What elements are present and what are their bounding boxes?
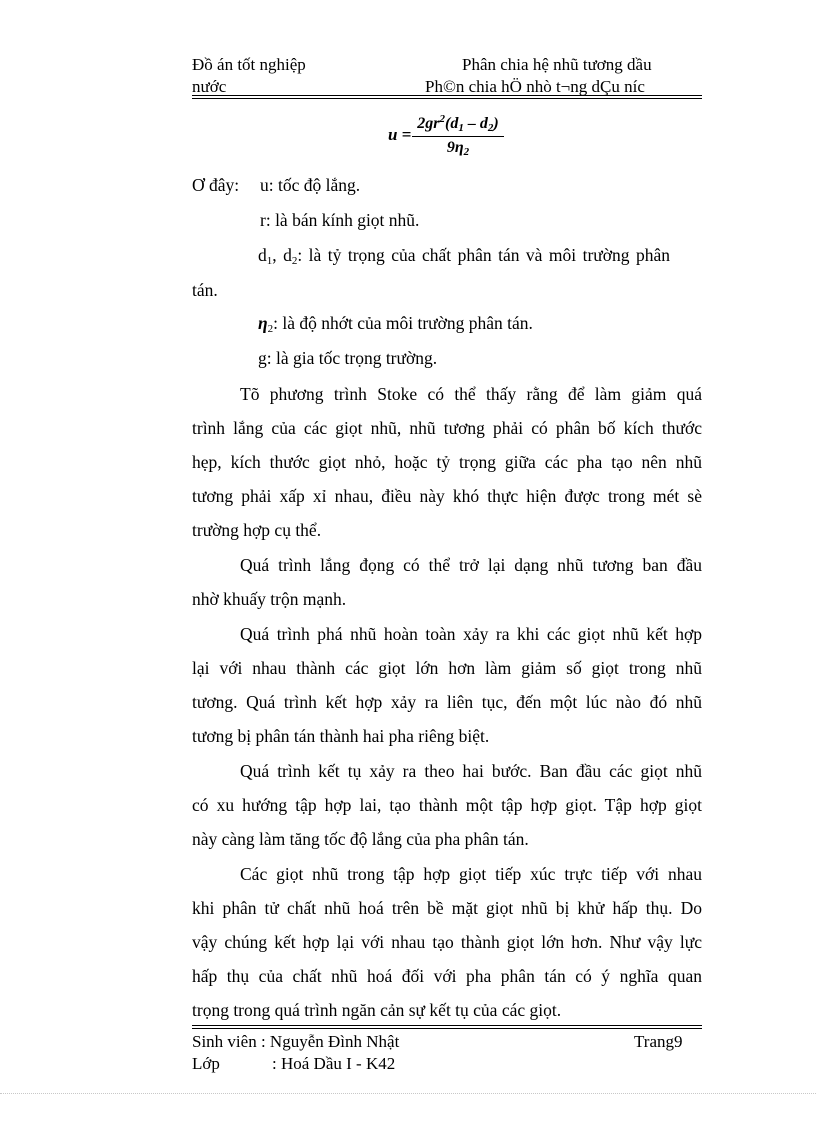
- stokes-formula: [412, 114, 504, 159]
- paragraph-line: lại với nhau thành các giọt lớn hơn làm giảm số giọt trong nhũ: [192, 658, 702, 678]
- paragraph-line: Các giọt nhũ trong tập hợp giọt tiếp xúc trực tiếp với nhau: [240, 864, 702, 884]
- header-doc-title-cont: nước: [192, 77, 227, 96]
- formula-denominator: $9\eta_2$: [446, 139, 470, 158]
- footer-page-number: Trang9: [634, 1032, 683, 1051]
- eta-symbol: η: [258, 313, 268, 333]
- paragraph-line: hẹp, kích thước giọt nhỏ, hoặc tỷ trọng giữa các pha tạo nên nhũ: [192, 452, 702, 472]
- header-rule-2: [192, 98, 702, 99]
- paragraph-line: khi phân tử chất nhũ hoá trên bề mặt giọt nhũ bị khử hấp thụ. Do: [192, 898, 702, 918]
- paragraph-line: tương. Quá trình kết hợp xảy ra liên tục, đến một lúc nào đó nhũ: [192, 692, 702, 712]
- paragraph-line: trọng trong quá trình ngăn cản sự kết tụ của các giọt.: [192, 1000, 562, 1020]
- header-doc-title: Đồ án tốt nghiệp: [192, 55, 306, 74]
- paragraph-line: tương bị phân tán thành hai pha riêng biệt.: [192, 726, 490, 746]
- footer-student: Sinh viên : Nguyễn Đình Nhật: [192, 1032, 400, 1051]
- footer-class-label: Lớp: [192, 1054, 220, 1073]
- paragraph-line: trình lắng của các giọt nhũ, nhũ tương phải có phân bố kích thước: [192, 418, 702, 438]
- paragraph-line: nhờ khuấy trộn mạnh.: [192, 589, 347, 609]
- paragraph-line: Quá trình phá nhũ hoàn toàn xảy ra khi các giọt nhũ kết hợp: [240, 624, 702, 644]
- paragraph-line: vậy chúng kết hợp lại với nhau tạo thành giọt lớn hơn. Như vậy lực: [192, 932, 702, 952]
- paragraph-line: Tõ phương trình Stoke có thể thấy rằng để làm giảm quá: [240, 384, 702, 404]
- paragraph-line: có xu hướng tập hợp lai, tạo thành một tập hợp giọt. Tập hợp giọt: [192, 795, 702, 815]
- definitions-lead: Ơ đây:: [192, 175, 240, 195]
- definition-g: g: là gia tốc trọng trường.: [258, 348, 438, 368]
- definition-d: $d_1$, $d_2$: là tỷ trọng của chất phân tán và môi trường phân: [258, 245, 671, 267]
- formula-numerator: $2gr^2(d_1 - d_2)$: [412, 114, 504, 137]
- definition-eta: $\eta_2$: là độ nhớt của môi trường phân tán.: [258, 313, 533, 335]
- footer-class-value: : Hoá Dầu I - K42: [272, 1054, 396, 1073]
- paragraph-line: Quá trình kết tụ xảy ra theo hai bước. Ban đầu các giọt nhũ: [240, 761, 702, 781]
- header-topic-legacy: Ph©n chia hÖ nhò t¬ng dÇu níc: [425, 77, 645, 96]
- header-rule: [192, 95, 702, 96]
- page-break-line: [0, 1093, 816, 1094]
- paragraph-line: hấp thụ của chất nhũ hoá đối với pha phân tán có ý nghĩa quan: [192, 966, 702, 986]
- definition-d-cont: tán.: [192, 280, 218, 300]
- formula-lhs: u =: [388, 125, 412, 144]
- paragraph-line: trường hợp cụ thể.: [192, 520, 322, 540]
- footer-rule-2: [192, 1028, 702, 1029]
- paragraph-line: Quá trình lắng đọng có thể trở lại dạng nhũ tương ban đầu: [240, 555, 702, 575]
- definition-r: r: là bán kính giọt nhũ.: [260, 210, 420, 230]
- definition-u: u: tốc độ lắng.: [260, 175, 361, 195]
- paragraph-line: này càng làm tăng tốc độ lắng của pha phân tán.: [192, 829, 529, 849]
- paragraph-line: tương phải xấp xỉ nhau, điều này khó thực hiện được trong mét sè: [192, 486, 702, 506]
- footer-rule: [192, 1025, 702, 1026]
- header-topic: Phân chia hệ nhũ tương dầu: [462, 55, 652, 74]
